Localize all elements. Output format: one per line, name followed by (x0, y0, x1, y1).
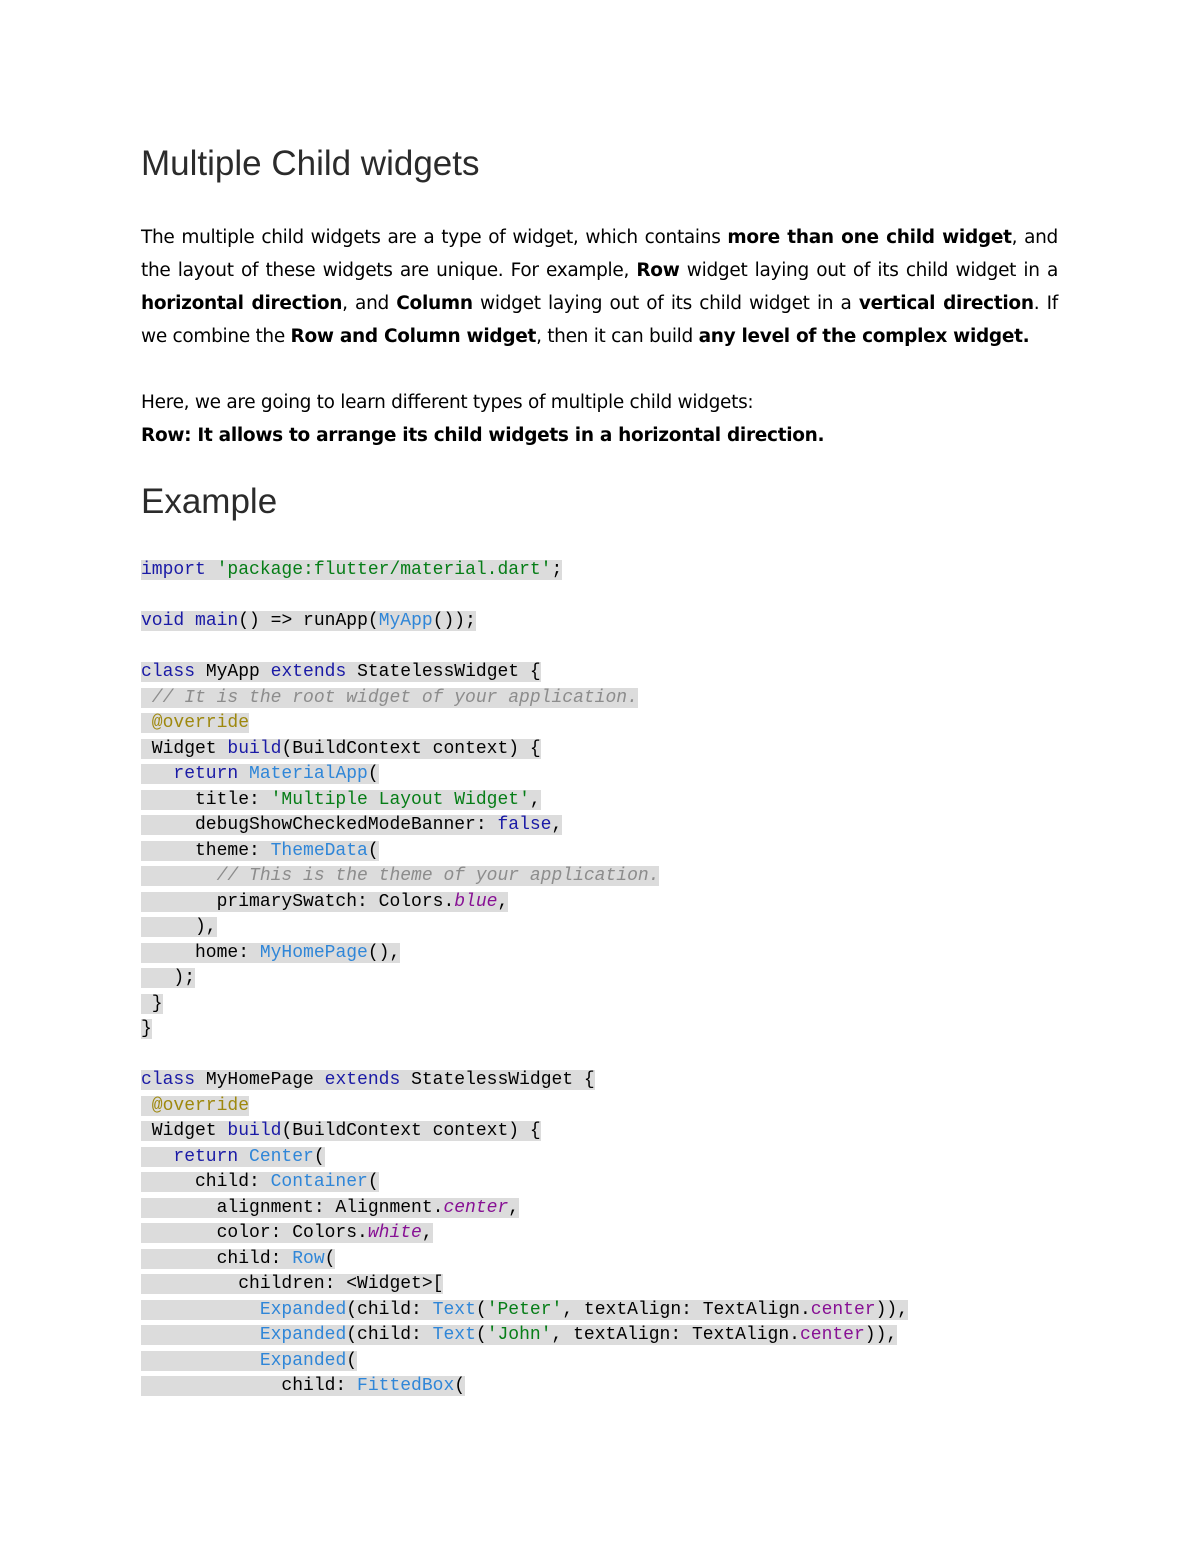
code-line: } (141, 993, 163, 1014)
code-line: return MaterialApp( (141, 762, 908, 788)
code-line: ), (141, 917, 217, 937)
intro-text: The multiple child widgets are a type of widget, which contains (141, 227, 728, 248)
row-description: It allows to arrange its child widgets in a horizontal direction. (191, 425, 825, 446)
code-line: title: 'Multiple Layout Widget', (141, 789, 541, 810)
row-definition (141, 419, 1058, 452)
intro-paragraph (141, 221, 1058, 353)
intro-text: , and the layout of these widgets are unique. For example, (141, 227, 1058, 281)
code-line: child: FittedBox( (141, 1376, 466, 1396)
code-line: Expanded( (141, 1349, 908, 1375)
intro-bold: Row (636, 260, 680, 281)
intro-bold: more than one child widget (727, 227, 1012, 248)
code-block (141, 558, 908, 1400)
code-line: primarySwatch: Colors.blue, (141, 891, 509, 912)
row-label: Row: (141, 425, 192, 446)
code-line: alignment: Alignment.center, (141, 1197, 520, 1218)
code-line: Expanded(child: Text('Peter', textAlign: TextAlign.center)), (141, 1298, 908, 1324)
code-line: } (141, 1019, 152, 1039)
code-line: child: Container( (141, 1172, 379, 1192)
code-line: return Center( (141, 1145, 908, 1171)
code-line: // This is the theme of your application. (141, 866, 660, 886)
intro-bold: vertical direction (858, 293, 1034, 314)
code-line: ); (141, 968, 196, 988)
intro-text: widget laying out of its child widget in a (679, 260, 1058, 281)
code-line: class MyHomePage extends StatelessWidget { (141, 1070, 595, 1090)
code-line: Expanded(child: Text('John', textAlign: TextAlign.center)), (141, 1323, 908, 1349)
example-heading: Example (141, 482, 278, 521)
code-line: void main() => runApp(MyApp()); (141, 611, 476, 631)
code-line: child: Row( (141, 1248, 336, 1269)
code-line: class MyApp extends StatelessWidget { (141, 662, 541, 682)
intro-text: , and (342, 293, 397, 314)
code-line: theme: ThemeData( (141, 840, 379, 861)
intro-text: widget laying out of its child widget in a (472, 293, 859, 314)
code-line: color: Colors.white, (141, 1223, 433, 1243)
code-line: import 'package:flutter/material.dart'; (141, 560, 563, 580)
code-line: Widget build(BuildContext context) { (141, 738, 541, 759)
intro-text: . If we combine the (141, 293, 1058, 347)
code-line: home: MyHomePage(), (141, 942, 401, 963)
code-line: @override (141, 713, 250, 733)
intro-bold: Column (396, 293, 473, 314)
code-line: @override (141, 1095, 250, 1116)
intro-line-2: Here, we are going to learn different types of multiple child widgets: (141, 392, 754, 413)
code-line: debugShowCheckedModeBanner: false, (141, 815, 563, 835)
intro-bold: any level of the complex widget. (698, 326, 1030, 347)
code-line: Widget build(BuildContext context) { (141, 1121, 541, 1141)
code-line: // It is the root widget of your application. (141, 687, 638, 708)
intro-bold: Row and Column widget (290, 326, 537, 347)
code-line: children: <Widget>[ (141, 1274, 444, 1294)
intro-bold: horizontal direction (141, 293, 343, 314)
page-title: Multiple Child widgets (141, 144, 480, 183)
intro-text: , then it can build (536, 326, 699, 347)
